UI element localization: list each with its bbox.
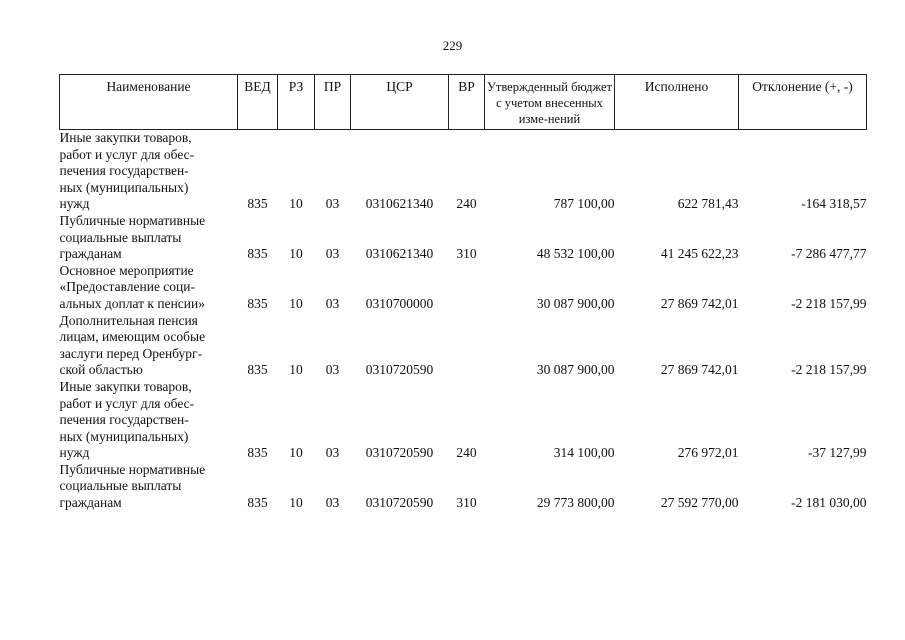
cell-pr: 03 — [325, 495, 340, 511]
table-row — [60, 462, 867, 512]
row-name — [60, 379, 238, 462]
row-name-line: «Предоставление соци- — [59, 279, 195, 295]
cell-deviation: -7 286 477,77 — [791, 246, 867, 262]
cell-approved: 30 087 900,00 — [536, 295, 615, 311]
cell-vr: 240 — [456, 196, 477, 212]
page-number: 229 — [442, 38, 463, 53]
row-name-line: альных доплат к пенсии» — [59, 295, 205, 311]
row-name-line: заслуги перед Оренбург- — [59, 345, 203, 361]
cell-approved: 48 532 100,00 — [536, 246, 615, 262]
cell-deviation: -2 218 157,99 — [791, 295, 867, 311]
cell-deviation: -2 181 030,00 — [791, 495, 867, 511]
cell-pr: 03 — [325, 246, 340, 262]
cell-executed: 27 869 742,01 — [660, 362, 739, 378]
cell-approved: 30 087 900,00 — [536, 362, 615, 378]
row-name-line: Публичные нормативные — [59, 461, 206, 477]
row-name-line: печения государствен- — [59, 163, 189, 179]
row-name-line: работ и услуг для обес- — [59, 395, 195, 411]
row-name-line: ных (муниципальных) — [59, 428, 189, 444]
col-header-name: Наименование — [60, 75, 238, 130]
cell-vr: 310 — [456, 246, 477, 262]
cell-rz: 10 — [289, 362, 303, 378]
cell-vr — [449, 263, 485, 313]
row-name-line: гражданам — [59, 495, 122, 511]
cell-executed: 41 245 622,23 — [660, 246, 739, 262]
cell-executed: 276 972,01 — [677, 445, 739, 461]
budget-table — [59, 74, 867, 512]
cell-pr: 03 — [325, 362, 340, 378]
cell-ved: 835 — [247, 295, 268, 311]
cell-approved: 787 100,00 — [553, 196, 615, 212]
row-name-line: социальные выплаты — [59, 478, 182, 494]
cell-deviation: -37 127,99 — [808, 445, 867, 461]
cell-ved: 835 — [247, 495, 268, 511]
col-header-csr: ЦСР — [351, 75, 449, 130]
table-row — [60, 263, 867, 313]
row-name-line: печения государствен- — [59, 412, 189, 428]
cell-rz: 10 — [289, 196, 303, 212]
row-name — [60, 263, 238, 313]
cell-rz: 10 — [289, 246, 303, 262]
cell-rz: 10 — [289, 495, 303, 511]
cell-ved: 835 — [247, 445, 268, 461]
cell-executed: 27 869 742,01 — [660, 295, 739, 311]
cell-csr: 0310621340 — [365, 196, 434, 212]
cell-csr: 0310720590 — [365, 495, 434, 511]
col-header-executed: Исполнено — [615, 75, 739, 130]
row-name-line: Публичные нормативные — [59, 212, 206, 228]
col-header-rz: РЗ — [278, 75, 315, 130]
row-name — [60, 313, 238, 379]
cell-vr — [449, 313, 485, 379]
cell-csr: 0310720590 — [365, 445, 434, 461]
cell-ved: 835 — [247, 246, 268, 262]
row-name-line: Дополнительная пенсия — [59, 312, 198, 328]
cell-rz: 10 — [289, 295, 303, 311]
row-name-line: социальные выплаты — [59, 229, 182, 245]
cell-approved: 314 100,00 — [553, 445, 615, 461]
row-name — [60, 462, 238, 512]
col-header-pr: ПР — [315, 75, 351, 130]
cell-executed: 622 781,43 — [677, 196, 739, 212]
cell-pr: 03 — [325, 295, 340, 311]
cell-vr: 240 — [456, 445, 477, 461]
row-name-line: лицам, имеющим особые — [59, 329, 206, 345]
cell-pr: 03 — [325, 196, 340, 212]
cell-approved: 29 773 800,00 — [536, 495, 615, 511]
table-row — [60, 213, 867, 263]
col-header-vr: ВР — [449, 75, 485, 130]
table-row — [60, 130, 867, 213]
row-name-line: нужд — [59, 196, 90, 212]
row-name-line: нужд — [59, 445, 90, 461]
row-name-line: гражданам — [59, 246, 122, 262]
cell-pr: 03 — [325, 445, 340, 461]
cell-csr: 0310621340 — [365, 246, 434, 262]
cell-deviation: -164 318,57 — [801, 196, 867, 212]
row-name-line: ской областью — [59, 362, 143, 378]
cell-csr: 0310700000 — [365, 295, 434, 311]
table-row — [60, 379, 867, 462]
col-header-ved: ВЕД — [238, 75, 278, 130]
row-name — [60, 213, 238, 263]
row-name-line: Иные закупки товаров, — [59, 378, 192, 394]
cell-rz: 10 — [289, 445, 303, 461]
header-row — [60, 75, 867, 130]
col-header-deviation: Отклонение (+, -) — [739, 75, 867, 130]
cell-executed: 27 592 770,00 — [660, 495, 739, 511]
cell-deviation: -2 218 157,99 — [791, 362, 867, 378]
cell-vr: 310 — [456, 495, 477, 511]
row-name-line: ных (муниципальных) — [59, 179, 189, 195]
col-header-approved: Утвержденный бюджет с учетом внесенных изме-нений — [485, 75, 615, 130]
row-name-line: Основное мероприятие — [59, 262, 194, 278]
cell-ved: 835 — [247, 362, 268, 378]
row-name — [60, 130, 238, 213]
row-name-line: Иные закупки товаров, — [59, 130, 192, 145]
cell-csr: 0310720590 — [365, 362, 434, 378]
cell-ved: 835 — [247, 196, 268, 212]
row-name-line: работ и услуг для обес- — [59, 146, 195, 162]
table-row — [60, 313, 867, 379]
